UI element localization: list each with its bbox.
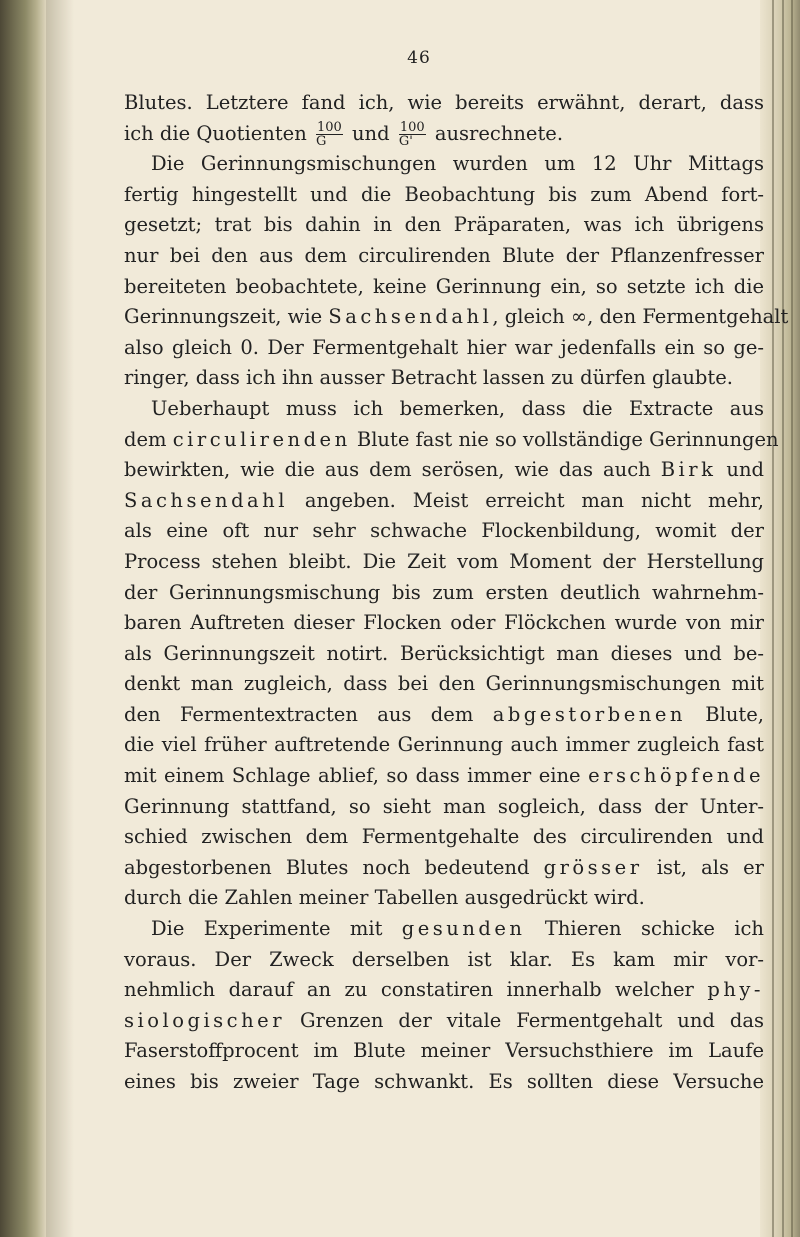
text-line: abgestorbenen Blutes noch bedeutend grösser ist, als er: [124, 855, 765, 879]
text-line: als Gerinnungszeit notirt. Berücksichtigt man dieses und be-: [124, 641, 764, 665]
text-line: Faserstoffprocent im Blute meiner Versuchsthiere im Laufe: [124, 1039, 764, 1063]
text-line: Process stehen bleibt. Die Zeit vom Moment der Herstellung: [124, 549, 764, 573]
text-line: nur bei den aus dem circulirenden Blute der Pflanzenfresser: [124, 243, 764, 267]
text-line: bewirkten, wie die aus dem serösen, wie das auch Birk und: [124, 458, 765, 482]
text-line: der Gerinnungsmischung bis zum ersten deutlich wahrnehm-: [124, 580, 764, 604]
spaced-emphasis: phy-: [707, 978, 764, 1002]
text-line: dem circulirenden Blute fast nie so vollständige Gerinnungen: [124, 427, 779, 451]
text-line: mit einem Schlage ablief, so dass immer eine erschöpfende: [124, 764, 764, 788]
text-line: Die Experimente mit gesunden Thieren schicke ich: [151, 917, 764, 941]
spaced-name: Sachsendahl: [124, 488, 288, 512]
text-line: ich die Quotienten $\frac{100}{G}$ und $\frac{100}{G'}$ ausrechnete.: [124, 119, 564, 149]
text-line: durch die Zahlen meiner Tabellen ausgedrückt wird.: [124, 886, 645, 910]
page-number: 46: [407, 48, 431, 68]
text-line: denkt man zugleich, dass bei den Gerinnungsmischungen mit: [124, 672, 764, 696]
text-line: Ueberhaupt muss ich bemerken, dass die Extracte aus: [151, 396, 764, 420]
text-line: siologischer Grenzen der vitale Fermentgehalt und das: [124, 1008, 765, 1032]
book-spine-shadow: [0, 0, 46, 1237]
text-line: als eine oft nur sehr schwache Flockenbildung, womit der: [124, 519, 764, 543]
text-line: also gleich 0. Der Fermentgehalt hier war jedenfalls ein so ge-: [124, 335, 764, 359]
text-line: ringer, dass ich ihn ausser Betracht lassen zu dürfen glaubte.: [124, 366, 733, 390]
spaced-emphasis: gesunden: [401, 917, 526, 941]
text-line: Gerinnung stattfand, so sieht man sogleich, dass der Unter-: [124, 794, 764, 818]
spaced-emphasis: siologischer: [124, 1008, 286, 1032]
fraction-100-over-g: $\frac{100}{G}$: [315, 119, 342, 149]
body-text: [124, 88, 789, 1098]
spaced-emphasis: circulirenden: [172, 427, 351, 451]
text-line: baren Auftreten dieser Flocken oder Flöckchen wurde von mir: [124, 611, 764, 635]
spaced-emphasis: erschöpfende: [588, 764, 764, 788]
text-line: fertig hingestellt und die Beobachtung bis zum Abend fort-: [124, 182, 764, 206]
text-line: Blutes. Letztere fand ich, wie bereits erwähnt, derart, dass: [124, 91, 764, 114]
text-line: den Fermentextracten aus dem abgestorbenen Blute,: [124, 702, 764, 726]
fraction-100-over-g-prime: $\frac{100}{G'}$: [398, 119, 425, 149]
page-edges: [760, 0, 800, 1237]
spaced-emphasis: grösser: [543, 855, 643, 879]
text-line: voraus. Der Zweck derselben ist klar. Es kam mir vor-: [124, 947, 764, 971]
text-line: Die Gerinnungsmischungen wurden um 12 Uhr Mittags: [151, 152, 764, 176]
text-line: die viel früher auftretende Gerinnung auch immer zugleich fast: [124, 733, 764, 757]
text-line: eines bis zweier Tage schwankt. Es sollten diese Versuche: [124, 1070, 764, 1093]
page-edge-line: [782, 0, 784, 1237]
page-edge-line: [791, 0, 793, 1237]
text-line: nehmlich darauf an zu constatiren innerhalb welcher phy-: [124, 978, 764, 1002]
text-line: gesetzt; trat bis dahin in den Präparaten, was ich übrigens: [124, 213, 764, 237]
text-line: Gerinnungszeit, wie Sachsendahl, gleich ∞, den Fermentgehalt: [124, 305, 789, 329]
text-line: schied zwischen dem Fermentgehalte des circulirenden und: [124, 825, 764, 849]
page-edge-line: [772, 0, 774, 1237]
spaced-name: Sachsendahl: [328, 305, 493, 329]
gutter-shadow: [46, 0, 74, 1237]
text-line: bereiteten beobachtete, keine Gerinnung ein, so setzte ich die: [124, 274, 764, 298]
spaced-name: Birk: [660, 458, 717, 482]
spaced-emphasis: abgestorbenen: [492, 702, 686, 726]
text-line: Sachsendahl angeben. Meist erreicht man nicht mehr,: [124, 488, 764, 512]
